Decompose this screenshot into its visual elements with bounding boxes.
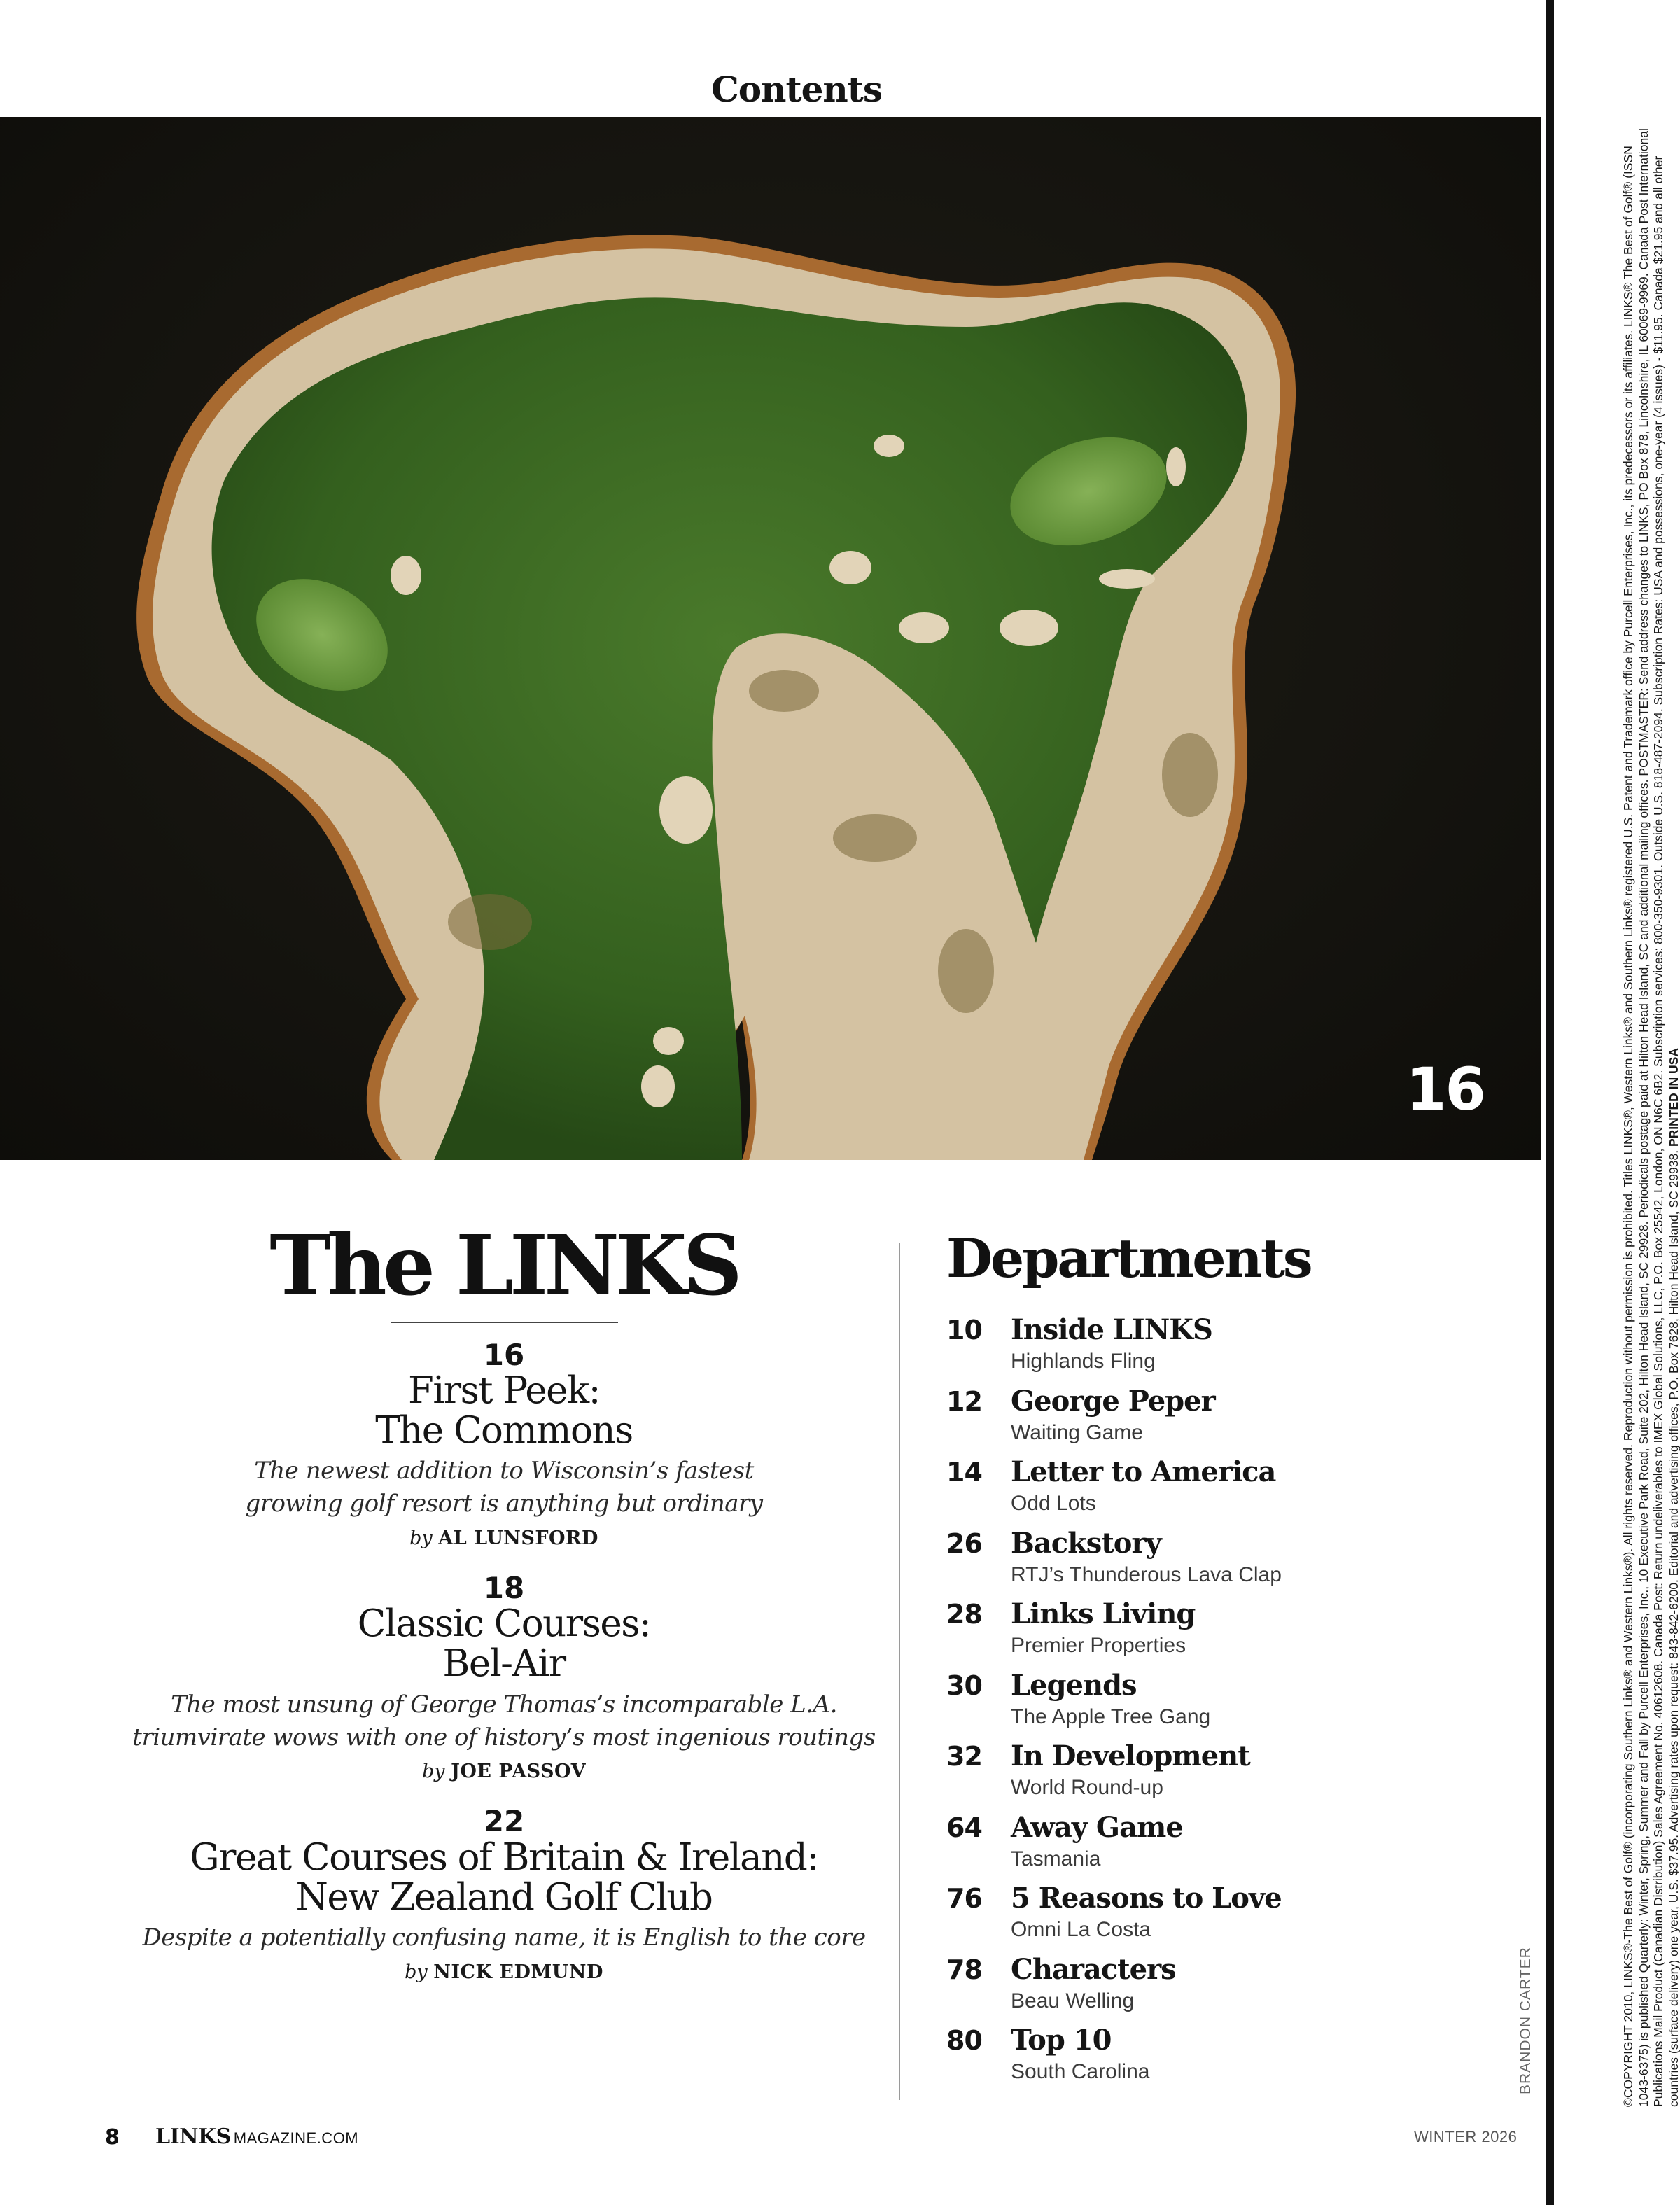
department-item[interactable] [946, 1455, 1436, 1527]
department-item[interactable] [946, 1811, 1436, 1882]
department-title: Top 10 [1011, 2024, 1112, 2057]
byline-by: by [405, 1961, 428, 1983]
department-title: Legends [1011, 1668, 1137, 1702]
feature-item[interactable] [119, 1337, 889, 1550]
feature-page-number: 16 [483, 1337, 525, 1372]
folio-brand: LINKS [155, 2124, 231, 2149]
byline-author: AL LUNSFORD [438, 1527, 598, 1550]
feature-item[interactable] [119, 1806, 889, 1982]
feature-title: New Zealand Golf Club [295, 1875, 713, 1919]
department-subtitle: Highlands Fling [1011, 1350, 1156, 1373]
department-item[interactable] [946, 1882, 1436, 1953]
department-item[interactable] [946, 1740, 1436, 1811]
feature-dek-line: The most unsung of George Thomas’s incomparable L.A. [171, 1690, 837, 1718]
feature-dek-line: Despite a potentially confusing name, it is English to the core [142, 1924, 866, 1952]
department-subtitle: South Carolina [1011, 2060, 1150, 2083]
feature-item[interactable] [119, 1573, 889, 1782]
department-title: Letter to America [1011, 1455, 1276, 1488]
feature-title: The Commons [375, 1409, 633, 1452]
department-title: Away Game [1011, 1810, 1183, 1844]
department-title: Links Living [1011, 1597, 1196, 1630]
department-item[interactable] [946, 1527, 1436, 1598]
heading-rule [391, 1322, 618, 1323]
feature-dek [119, 1688, 889, 1754]
department-subtitle: Odd Lots [1011, 1492, 1096, 1515]
copyright-legal-text [1621, 119, 1680, 2107]
byline-by: by [421, 1760, 445, 1783]
departments-heading: Departments [946, 1227, 1311, 1289]
folio-issue: WINTER 2026 [1414, 2128, 1518, 2146]
department-subtitle: Tasmania [1011, 1847, 1101, 1870]
department-page-number: 28 [946, 1599, 982, 1630]
department-title: Inside LINKS [1011, 1313, 1212, 1346]
department-title: 5 Reasons to Love [1011, 1882, 1282, 1914]
department-page-number: 26 [946, 1527, 982, 1559]
feature-dek-line: growing golf resort is anything but ordinary [245, 1490, 763, 1518]
column-divider [899, 1242, 900, 2100]
printed-in-usa: PRINTED IN USA [1666, 1048, 1680, 1147]
photo-page-number: 16 [1406, 1055, 1485, 1124]
feature-dek [119, 1455, 889, 1520]
aerial-golf-photo [0, 117, 1541, 1160]
legal-body: ©COPYRIGHT 2010, LINKS®-The Best of Golf® (incorporating Southern Links® and Western Links®). All rights reserved. Reproduction without permission is prohibited. Titles LINKS®, Western Links® and Southern Links® registered U.S. Patent and Trademark office by Purcell Enterprises, Inc., its predecessors or its affiliates. LINKS® The Best of Golf® (ISSN 1043-6375) is published Quarterly: Winter, Spring, Summer and Fall by Purcell Enterprises, Inc., 10 Executive Park Road, Suite 202, Hilton Head Island, SC 29928. Periodicals postage paid at Hilton Head Island, SC and additional mailing offices. POSTMASTER: Send address changes to LINKS, PO Box 878, Lincolnshire, IL 60069-9969. Canada Post International Publications Mail Product (Canadian Distribution) Sales Agreement No. 40612608. Canada Post: Return undeliverables to IMEX Global Solutions, LLC, P.O. Box 25542, London, ON N6C 6B2. Subscription services: 800-350-9301. Outside U.S. 818-487-2094. Subscription Rates: USA and possessions, one-year (4 issues) - $11.95. Canada $21.95 and all other countries (surface delivery) one year, U.S. $37.95. Advertising rates upon request: 843-842-6200. Editorial and advertising offices, P.O. Box 7628, Hilton Head Island, SC 29938. [1621, 128, 1680, 2107]
feature-title: Bel-Air [442, 1642, 566, 1686]
the-links-heading: The LINKS [270, 1217, 738, 1314]
department-item[interactable] [946, 1313, 1436, 1385]
department-page-number: 78 [946, 1954, 982, 1985]
department-page-number: 32 [946, 1741, 982, 1772]
department-page-number: 14 [946, 1457, 982, 1488]
department-subtitle: Premier Properties [1011, 1634, 1186, 1657]
feature-dek-line: The newest addition to Wisconsin’s fastest [254, 1457, 754, 1485]
department-item[interactable] [946, 1385, 1436, 1456]
department-subtitle: World Round-up [1011, 1776, 1163, 1799]
department-subtitle: Omni La Costa [1011, 1918, 1152, 1941]
the-links-section [119, 1218, 889, 2007]
folio-page-number: 8 [105, 2125, 120, 2150]
feature-page-number: 22 [483, 1804, 525, 1839]
department-subtitle: RTJ’s Thunderous Lava Clap [1011, 1562, 1282, 1586]
byline-by: by [410, 1527, 433, 1550]
folio-site: MAGAZINE.COM [233, 2129, 359, 2147]
department-subtitle: The Apple Tree Gang [1011, 1704, 1211, 1728]
page-title: Contents [710, 69, 882, 110]
feature-title: Classic Courses: [357, 1602, 651, 1646]
department-item[interactable] [946, 1669, 1436, 1740]
departments-section [946, 1227, 1436, 2095]
island-course-illustration [0, 117, 1541, 1160]
feature-title: First Peek: [408, 1368, 600, 1412]
department-item[interactable] [946, 2024, 1436, 2095]
department-subtitle: Beau Welling [1011, 1989, 1135, 2012]
department-page-number: 80 [946, 2025, 982, 2056]
feature-dek-line: triumvirate wows with one of history’s most ingenious routings [132, 1723, 876, 1751]
byline [119, 1961, 889, 1983]
byline-author: NICK EDMUND [433, 1961, 603, 1983]
department-item[interactable] [946, 1597, 1436, 1669]
department-title: Characters [1011, 1952, 1176, 1986]
department-title: In Development [1011, 1740, 1250, 1772]
photo-credit: BRANDON CARTER [1518, 1947, 1534, 2094]
byline [119, 1527, 889, 1549]
department-page-number: 12 [946, 1385, 982, 1417]
folio-publication [155, 2124, 358, 2149]
department-item[interactable] [946, 1953, 1436, 2024]
department-subtitle: Waiting Game [1011, 1420, 1143, 1444]
byline [119, 1760, 889, 1782]
feature-page-number: 18 [483, 1571, 525, 1606]
byline-author: JOE PASSOV [451, 1760, 587, 1783]
department-title: Backstory [1011, 1526, 1161, 1560]
department-page-number: 76 [946, 1883, 982, 1914]
department-page-number: 10 [946, 1315, 982, 1345]
department-page-number: 64 [946, 1812, 982, 1843]
page-edge-bar [1546, 0, 1554, 2205]
feature-dek [119, 1921, 889, 1954]
department-page-number: 30 [946, 1670, 982, 1701]
department-title: George Peper [1011, 1384, 1215, 1418]
feature-title: Great Courses of Britain & Ireland: [190, 1835, 818, 1879]
